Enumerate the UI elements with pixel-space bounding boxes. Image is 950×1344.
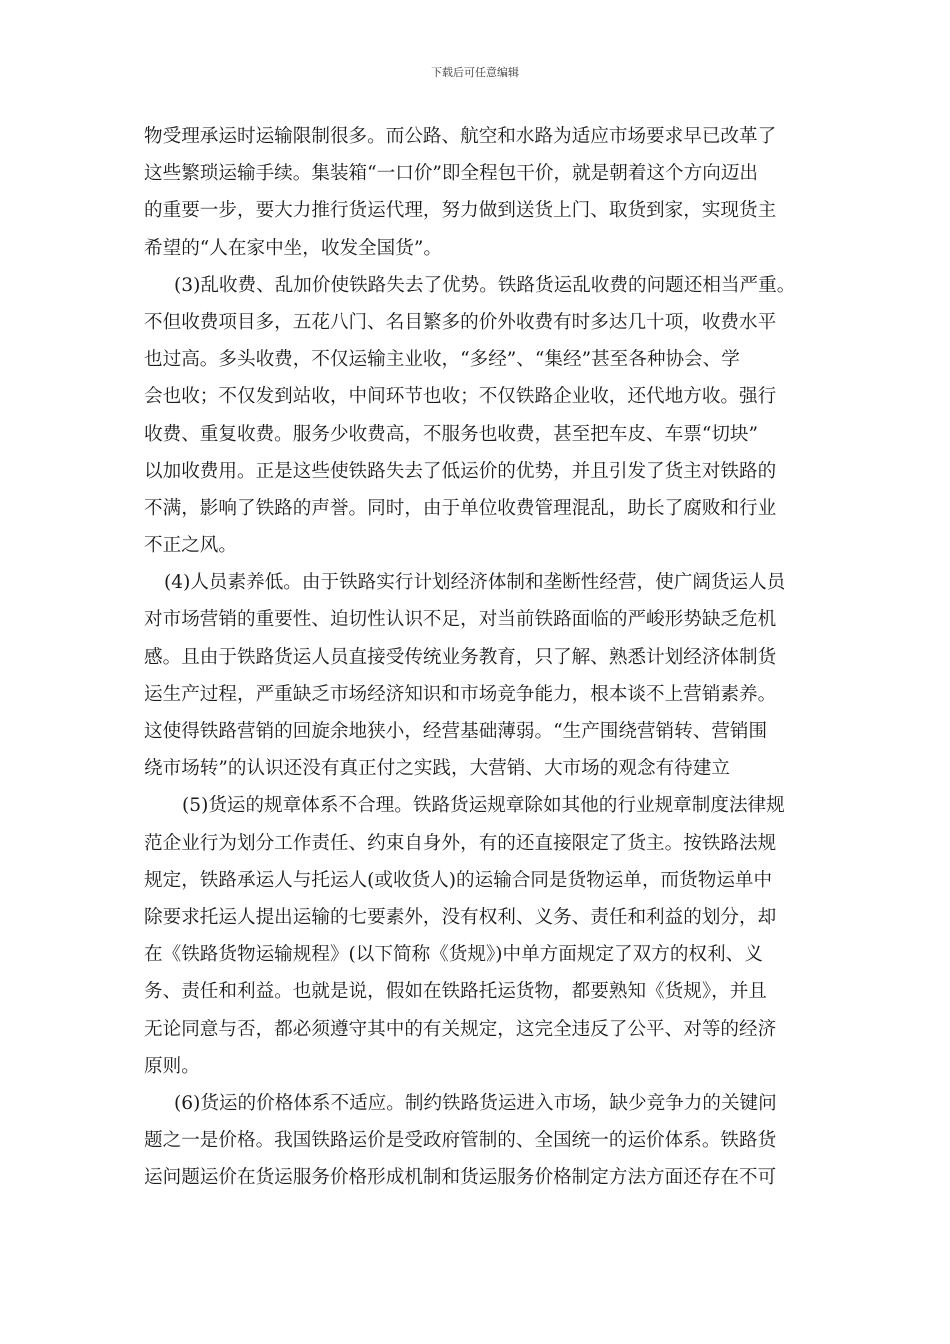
paragraph-start-6: (6)货运的价格体系不适应。制约铁路货运进入市场，缺少竞争力的关键问: [174, 1092, 777, 1114]
text-line: 无论同意与否，都必须遵守其中的有关规定，这完全违反了公平、对等的经济: [144, 1018, 777, 1040]
document-body: [144, 118, 816, 1196]
text-line: 的重要一步，要大力推行货运代理，努力做到送货上门、取货到家，实现货主: [144, 200, 777, 222]
text-line: 不正之风。: [144, 535, 237, 557]
text-line: 物受理承运时运输限制很多。而公路、航空和水路为适应市场要求早已改革了: [144, 126, 777, 147]
text-line: 范企业行为划分工作责任、约束自身外，有的还直接限定了货主。按铁路法规: [144, 832, 777, 854]
text-line: 收费、重复收费。服务少收费高，不服务也收费，甚至把车皮、车票“切块”: [144, 423, 759, 445]
text-line: 以加收费用。正是这些使铁路失去了低运价的优势，并且引发了货主对铁路的: [144, 460, 777, 482]
paragraph-start-3: (3)乱收费、乱加价使铁路失去了优势。铁路货运乱收费的问题还相当严重。: [174, 274, 796, 296]
paragraph-start-5: (5)货运的规章体系不合理。铁路货运规章除如其他的行业规章制度法律规: [182, 795, 785, 817]
text-line: 规定，铁路承运人与托运人(或收货人)的运输合同是货物运单，而货物运单中: [144, 869, 773, 891]
text-line: 也过高。多头收费，不仅运输主业收，“多经”、“集经”甚至各种协会、学: [144, 349, 740, 371]
text-line: 这使得铁路营销的回旋余地狭小，经营基础薄弱。“生产围绕营销转、营销围: [144, 721, 768, 742]
paragraph-start-4: (4)人员素养低。由于铁路实行计划经济体制和垄断性经营，使广阔货运人员: [164, 572, 786, 594]
text-line: 会也收；不仅发到站收，中间环节也收；不仅铁路企业收，还代地方收。强行: [144, 386, 777, 408]
text-line: 运生产过程，严重缺乏市场经济知识和市场竞争能力，根本谈不上营销素养。: [144, 683, 777, 705]
text-line: 在《铁路货物运输规程》(以下简称《货规》)中单方面规定了双方的权利、义: [144, 944, 763, 966]
text-line: 不但收费项目多，五花八门、名目繁多的价外收费有时多达几十项，收费水平: [144, 311, 777, 333]
text-line: 感。且由于铁路货运人员直接受传统业务教育，只了解、熟悉计划经济体制货: [144, 646, 777, 668]
text-line: 这些繁琐运输手续。集装箱“一口价”即全程包干价，就是朝着这个方向迈出: [144, 163, 759, 185]
page-header-note: 下载后可任意编辑: [431, 66, 519, 79]
text-line: 除要求托运人提出运输的七要素外，没有权利、义务、责任和利益的划分，却: [144, 906, 777, 928]
text-line: 务、责任和利益。也就是说，假如在铁路托运货物，都要熟知《货规》，并且: [144, 981, 767, 1003]
text-line: 题之一是价格。我国铁路运价是受政府管制的、全国统一的运价体系。铁路货: [144, 1130, 777, 1152]
text-line: 对市场营销的重要性、迫切性认识不足，对当前铁路面临的严峻形势缺乏危机: [144, 609, 777, 631]
text-line: 绕市场转”的认识还没有真正付之实践，大营销、大市场的观念有待建立: [144, 758, 730, 780]
text-line: 希望的“人在家中坐，收发全国货”。: [144, 237, 442, 259]
text-line: 原则。: [144, 1055, 200, 1077]
text-line: 不满，影响了铁路的声誉。同时，由于单位收费管理混乱，助长了腐败和行业: [144, 497, 777, 519]
text-line: 运问题运价在货运服务价格形成机制和货运服务价格制定方法方面还存在不可: [144, 1167, 777, 1189]
